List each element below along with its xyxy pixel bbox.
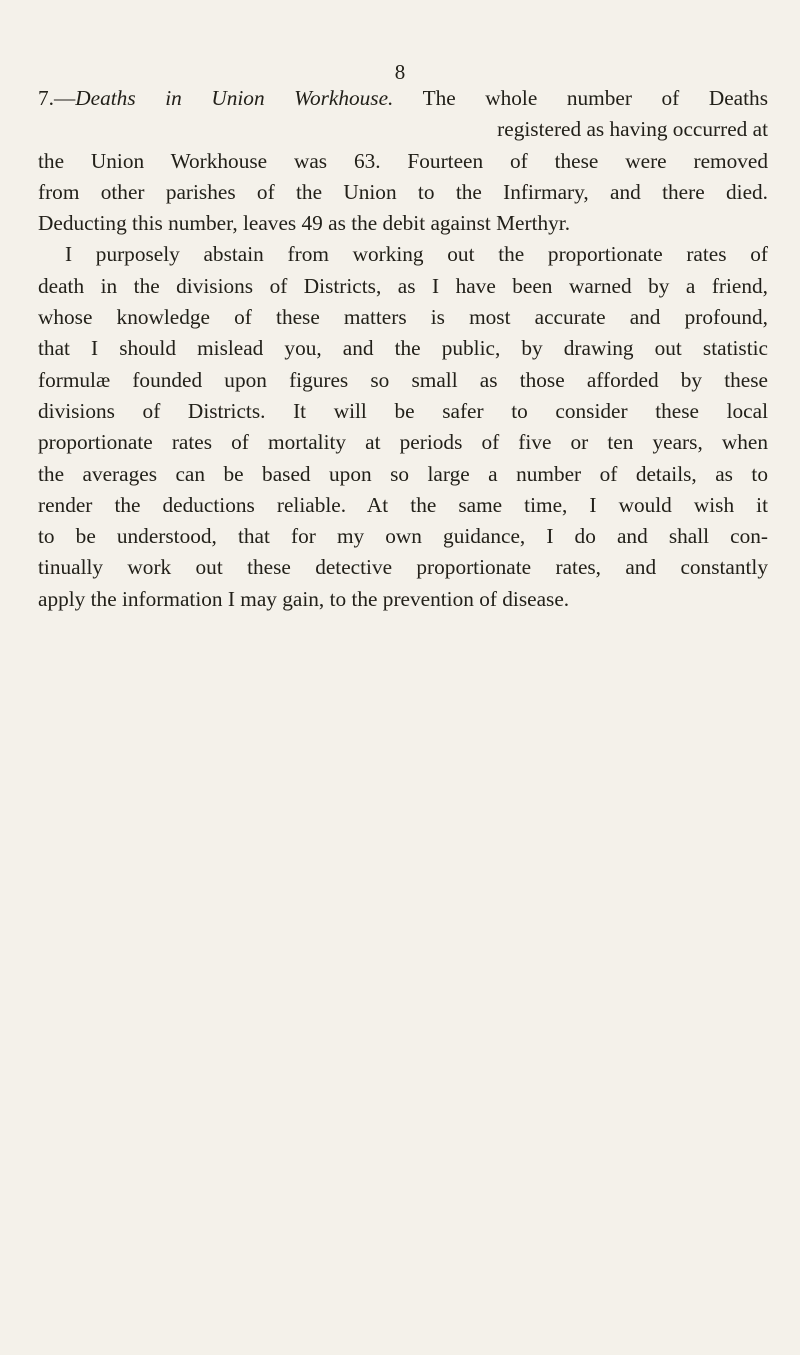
paragraph2-line: render the deductions reliable. At the same time, I would wish it [38,492,768,517]
paragraph2-line: to be understood, that for my own guidance, I do and shall con- [38,524,768,549]
page-number: 8 [394,60,406,84]
paragraph1-line: the Union Workhouse was 63. Fourteen of these were removed [38,148,768,173]
paragraph2-line: divisions of Districts. It will be safer to consider these local [38,398,768,423]
paragraph2-line: that I should mislead you, and the public, by drawing out statistic [38,336,768,361]
paragraph2-line: death in the divisions of Districts, as I have been warned by a friend, [38,273,768,298]
section-heading-line [38,83,768,114]
paragraph2-line: whose knowledge of these matters is most accurate and profound, [38,305,768,330]
body-text [38,83,768,615]
paragraph2-line: I purposely abstain from working out the proportionate rates of [65,242,768,267]
paragraph1-line: Deducting this number, leaves 49 as the debit against Merthyr. [38,211,571,236]
section-heading: Deaths in Union Workhouse. [75,86,394,110]
paragraph2-line: tinually work out these detective proportionate rates, and constantly [38,555,768,580]
paragraph1-line: registered as having occurred at [497,117,768,142]
section-heading-rest: The whole number of Deaths [422,86,768,110]
paragraph2-line: formulæ founded upon figures so small as those afforded by these [38,367,768,392]
paragraph2-line: the averages can be based upon so large a number of details, as to [38,461,768,486]
section-number: 7.— [38,86,76,110]
paragraph1-line: from other parishes of the Union to the Infirmary, and there died. [38,179,768,204]
paragraph2-line: apply the information I may gain, to the prevention of disease. [38,586,570,611]
paragraph2-line: proportionate rates of mortality at periods of five or ten years, when [38,430,768,455]
